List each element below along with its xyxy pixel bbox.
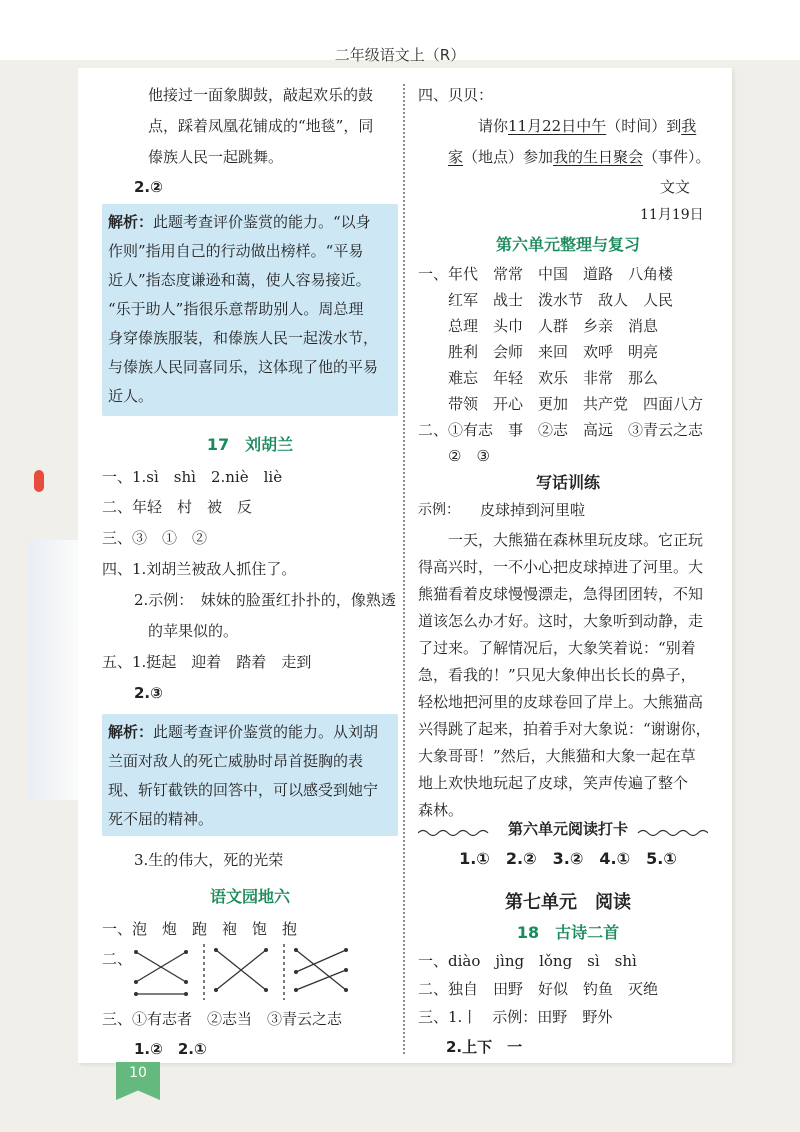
lesson-17-q4c: 的苹果似的。 (148, 622, 239, 640)
lesson-17-q2: 二、年轻 村 被 反 (102, 498, 253, 516)
analysis-line: 近人”指态度谦逊和蔼，使人容易接近。 (108, 271, 371, 289)
answer-2: 2.② (134, 178, 163, 196)
analysis-line: 近人。 (108, 387, 154, 405)
invitation-line-2 (448, 144, 711, 170)
lesson-18-q3: 三、1.丨 示例：田野 野外 (418, 1008, 613, 1026)
invitation-line-1 (478, 113, 696, 139)
lesson-17-q5a: 五、1.挺起 迎着 踏着 走到 (102, 653, 312, 671)
column-divider (403, 84, 405, 1054)
writing-line: 了过来。了解情况后，大象笑着说：“别着 (418, 639, 696, 657)
analysis-line (108, 209, 371, 235)
lesson-17-q4a: 四、1.刘胡兰被敌人抓住了。 (102, 560, 297, 578)
date: 11月19日 (640, 207, 704, 223)
analysis-line: 作则”指用自己的行动做出榜样。“平易 (108, 242, 364, 260)
intro-line: 点，踩着凤凰花铺成的“地毯”，同 (148, 117, 374, 135)
lesson-17-q3: 三、③ ① ② (102, 529, 208, 547)
underlined-time: 11月22日中午 (508, 117, 607, 135)
writing-example-title: 皮球掉到河里啦 (480, 501, 586, 519)
decoration-mark (34, 470, 44, 492)
garden-q2: 二、 (102, 950, 133, 968)
text: （时间）到 (606, 117, 682, 135)
review-line: 红军 战士 泼水节 敌人 人民 (448, 291, 674, 309)
intro-line: 他接过一面象脚鼓，敲起欢乐的鼓 (148, 86, 374, 104)
review-line: 难忘 年轻 欢乐 非常 那么 (448, 369, 659, 387)
lesson-18-q1: 一、diào jìng lǒng sì shì (418, 952, 637, 970)
lesson-17-q5b: 2.③ (134, 684, 163, 702)
review-title: 第六单元整理与复习 (495, 235, 640, 254)
garden-6-title: 语文园地六 (209, 887, 290, 906)
underlined-place: 我 (681, 117, 697, 135)
underlined-event: 我的生日聚会 (553, 148, 644, 166)
analysis-label: 解析： (108, 723, 154, 741)
writing-line: 森林。 (418, 801, 464, 819)
lesson-17-q5c: 3.生的伟大，死的光荣 (134, 851, 284, 869)
unit-7-title: 第七单元 阅读 (505, 892, 631, 913)
matching-lines-diagram (134, 942, 374, 1002)
background-decoration (28, 540, 80, 800)
garden-q4: 1.② 2.① (134, 1040, 207, 1058)
lesson-18-q2: 二、独自 田野 好似 钓鱼 灭绝 (418, 980, 659, 998)
page-number: 10 (129, 1065, 147, 1081)
signature: 文文 (660, 178, 691, 196)
writing-line: 急，看我的！”只见大象伸出长长的鼻子， (418, 666, 696, 684)
review-line: 一、年代 常常 中国 道路 八角楼 (418, 265, 674, 283)
analysis-text: 此题考查评价鉴赏的能力。“以身 (153, 213, 371, 231)
section-4-head: 四、贝贝： (418, 86, 494, 104)
review-line: 胜利 会师 来回 欢呼 明亮 (448, 343, 659, 361)
review-line: 二、①有志 事 ②志 高远 ③青云之志 (418, 421, 704, 439)
analysis-line: 现、斩钉截铁的回答中，可以感受到她宁 (108, 781, 379, 799)
lesson-17-q4b: 2.示例： 妹妹的脸蛋红扑扑的，像熟透 (134, 591, 396, 609)
lesson-17-title: 17 刘胡兰 (206, 435, 294, 454)
analysis-text: 此题考查评价鉴赏的能力。从刘胡 (153, 723, 379, 741)
writing-line: 地上欢快地玩起了皮球，笑声传遍了整个 (418, 774, 689, 792)
analysis-line: 死不屈的精神。 (108, 810, 214, 828)
analysis-line: “乐于助人”指很乐意帮助别人。周总理 (108, 300, 364, 318)
lesson-18-title: 18 古诗二首 (516, 923, 620, 942)
writing-line: 得高兴时，一不小心把皮球掉进了河里。大 (418, 558, 704, 576)
writing-line: 大象哥哥！”然后，大熊猫和大象一起在草 (418, 747, 696, 765)
garden-q1: 一、泡 炮 跑 袍 饱 抱 (102, 920, 298, 938)
writing-example-label: 示例： (418, 502, 460, 518)
text: （事件）。 (643, 148, 711, 166)
review-line: 带领 开心 更加 共产党 四面八方 (448, 395, 704, 413)
garden-q3: 三、①有志者 ②志当 ③青云之志 (102, 1010, 343, 1028)
analysis-line: 与傣族人民同喜同乐，这体现了他的平易 (108, 358, 379, 376)
analysis-line: 身穿傣族服装，和傣族人民一起泼水节， (108, 329, 379, 347)
analysis-line (108, 719, 378, 745)
text: （地点）参加 (463, 148, 554, 166)
writing-line: 轻松地把河里的皮球卷回了岸上。大熊猫高 (418, 693, 704, 711)
underlined-place: 家 (448, 148, 464, 166)
writing-line: 一天，大熊猫在森林里玩皮球。它正玩 (448, 531, 704, 549)
writing-line: 熊猫看着皮球慢慢漂走，急得团团转，不知 (418, 585, 704, 603)
lesson-18-q4: 2.上下 一 (446, 1038, 523, 1056)
reading-card-answers: 1.① 2.② 3.② 4.① 5.① (459, 849, 677, 868)
intro-line: 傣族人民一起跳舞。 (148, 148, 284, 166)
writing-title: 写话训练 (535, 473, 600, 492)
reading-card-title: 第六单元阅读打卡 (507, 820, 628, 838)
analysis-line: 兰面对敌人的死亡威胁时昂首挺胸的表 (108, 752, 364, 770)
review-line: ② ③ (448, 447, 490, 465)
analysis-label: 解析： (108, 213, 154, 231)
review-line: 总理 头巾 人群 乡亲 消息 (448, 317, 659, 335)
writing-line: 兴得跳了起来，拍着手对大象说：“谢谢你， (418, 720, 711, 738)
book-title: 二年级语文上（R） (334, 46, 466, 64)
writing-line: 道该怎么办才好。这时，大象听到动静，走 (418, 612, 704, 630)
text: 请你 (478, 117, 509, 135)
lesson-17-q1: 一、1.sì shì 2.niè liè (102, 468, 283, 486)
